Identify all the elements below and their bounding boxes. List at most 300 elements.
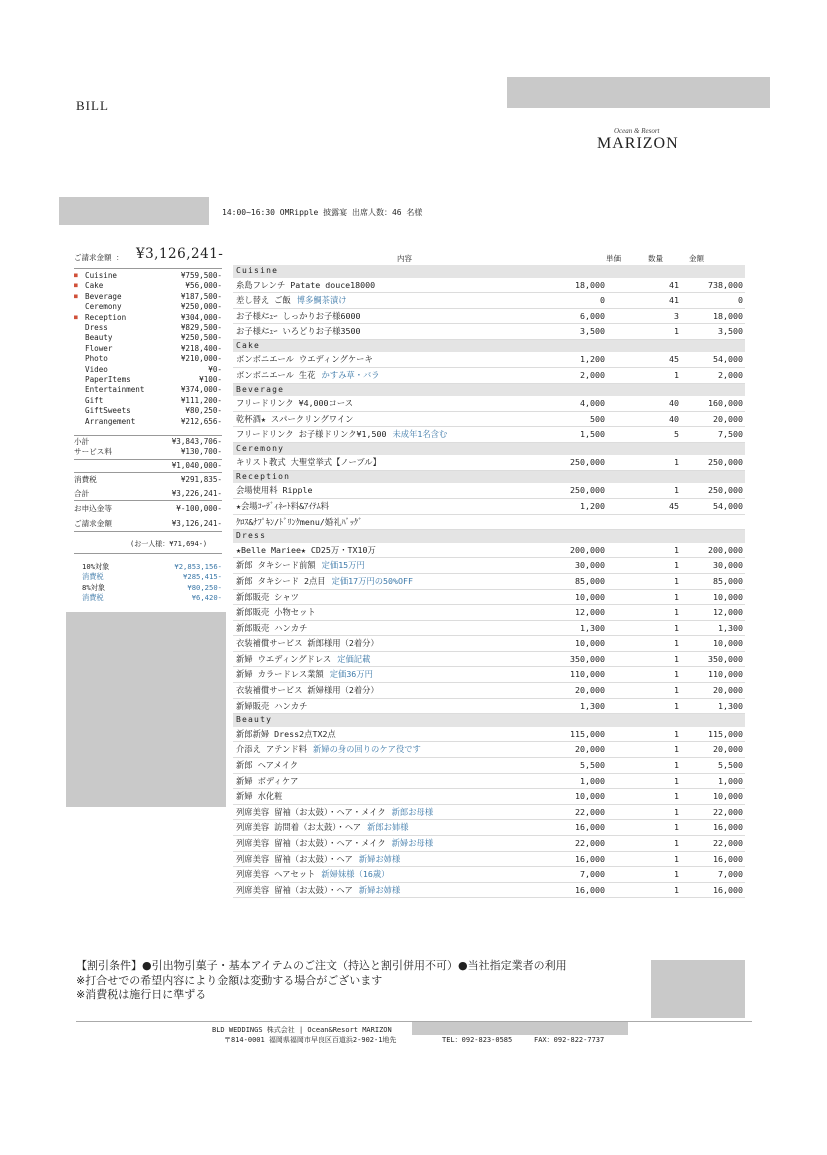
category-row <box>74 385 222 395</box>
category-row <box>74 323 222 333</box>
item-name <box>236 309 361 325</box>
category-value: ¥218,400- <box>180 343 222 353</box>
item-label: 乾杯酒★ スパークリングワイン <box>236 413 354 424</box>
category-row <box>74 365 222 375</box>
amount: 10,000 <box>713 791 743 802</box>
item-name <box>236 574 413 590</box>
table-row <box>233 278 745 294</box>
unit-price: 4,000 <box>580 398 605 409</box>
amount: 18,000 <box>713 310 743 321</box>
redacted-block-footer <box>412 1021 628 1035</box>
quantity: 1 <box>674 326 679 337</box>
table-row <box>233 727 745 743</box>
per-person: (お一人様：¥71,694-) <box>130 540 208 548</box>
category-row <box>74 396 222 406</box>
header-amount: 金額 <box>689 254 704 263</box>
quantity: 45 <box>669 354 679 365</box>
quantity: 1 <box>674 369 679 380</box>
item-label: 介添え アテンド料 <box>236 744 307 755</box>
item-label: 新婦 ウエディングドレス <box>236 653 332 664</box>
divider <box>74 553 222 554</box>
item-name <box>236 667 373 683</box>
item-label: 列席美容 留袖（お太鼓）・ヘア <box>236 853 353 864</box>
table-row <box>233 455 745 471</box>
amount: 350,000 <box>708 653 743 664</box>
item-label: 新郎 タキシード 2点目 <box>236 575 326 586</box>
item-label: 列席美容 訪問着（お太鼓）・ヘア <box>236 822 362 833</box>
item-label: 新婦 水化粧 <box>236 791 283 802</box>
quantity: 1 <box>674 806 679 817</box>
item-note: 定価15万円 <box>321 560 365 571</box>
quantity: 45 <box>669 501 679 512</box>
quantity: 1 <box>674 837 679 848</box>
table-row <box>233 515 745 531</box>
item-name <box>236 368 380 384</box>
item-note: 博多鯛茶漬け <box>296 295 347 306</box>
item-note: 定価17万円の50%OFF <box>331 575 414 586</box>
item-label: ボンボニエール 生花 <box>236 369 316 380</box>
category-value: ¥56,000- <box>185 281 222 291</box>
header-price: 単価 <box>606 254 621 263</box>
tax-breakdown-value: ¥80,250- <box>187 582 222 592</box>
item-name <box>236 543 376 559</box>
unit-price: 350,000 <box>570 653 605 664</box>
table-row <box>233 699 745 715</box>
item-label: 列席美容 留袖（お太鼓）・ヘア・メイク <box>236 837 386 848</box>
section-header: Beverage <box>233 384 745 397</box>
divider <box>74 472 222 473</box>
amount: 3,500 <box>718 326 743 337</box>
item-name <box>236 278 375 294</box>
unit-price: 7,000 <box>580 869 605 880</box>
category-name: PaperItems <box>85 375 131 384</box>
category-row <box>74 292 222 302</box>
category-name: GiftSweets <box>85 406 131 416</box>
item-name <box>236 805 433 821</box>
amount: 20,000 <box>713 413 743 424</box>
unit-price: 10,000 <box>575 638 605 649</box>
quantity: 1 <box>674 791 679 802</box>
item-label: ボンボニエール ウエディングケーキ <box>236 354 373 365</box>
category-value: ¥111,200- <box>180 395 222 405</box>
amount: 16,000 <box>713 853 743 864</box>
table-row <box>233 590 745 606</box>
section-header: Cuisine <box>233 265 745 278</box>
category-name: Video <box>85 364 108 374</box>
amount: 20,000 <box>713 685 743 696</box>
category-value: ¥80,250- <box>185 406 222 416</box>
amount: 1,300 <box>718 622 743 633</box>
amount: 1,000 <box>718 775 743 786</box>
unit-price: 250,000 <box>570 485 605 496</box>
quantity: 1 <box>674 884 679 895</box>
unit-price: 3,500 <box>580 326 605 337</box>
category-row <box>74 354 222 364</box>
table-row <box>233 368 745 384</box>
table-row <box>233 427 745 443</box>
item-name <box>236 293 347 309</box>
quantity: 1 <box>674 700 679 711</box>
unit-price: 10,000 <box>575 791 605 802</box>
unit-price: 22,000 <box>575 806 605 817</box>
deposit-label: お申込金等 <box>74 504 112 513</box>
quantity: 1 <box>674 560 679 571</box>
item-name <box>236 499 329 515</box>
item-name <box>236 352 373 368</box>
category-row <box>74 344 222 354</box>
extra-value: ¥1,040,000- <box>171 461 222 470</box>
footer-divider <box>76 1021 752 1022</box>
item-name <box>236 515 362 531</box>
item-note: 未成年1名含む <box>392 429 448 440</box>
item-label: 糸島フレンチ Patate douce18000 <box>236 279 376 290</box>
table-row <box>233 293 745 309</box>
table-row <box>233 683 745 699</box>
item-name <box>236 883 400 899</box>
marker-icon: ■ <box>74 292 78 300</box>
category-name: Beauty <box>85 333 113 343</box>
quantity: 1 <box>674 744 679 755</box>
category-value: ¥759,500- <box>180 271 222 280</box>
table-row <box>233 805 745 821</box>
item-label: お子様ﾒﾆｭｰ いろどりお子様3500 <box>236 326 361 337</box>
item-note: かすみ草・バラ <box>321 369 380 380</box>
unit-price: 110,000 <box>570 669 605 680</box>
item-note: 新婦お母様 <box>391 837 434 848</box>
item-label: フリードリンク お子様ドリンク¥1,500 <box>236 429 387 440</box>
unit-price: 12,000 <box>575 607 605 618</box>
item-name <box>236 605 316 621</box>
category-row <box>74 313 222 323</box>
section-header: Cake <box>233 340 745 353</box>
unit-price: 85,000 <box>575 575 605 586</box>
subtotal-label: 小計 <box>74 437 90 446</box>
footer-contact <box>224 1035 605 1045</box>
category-value: ¥304,000- <box>180 312 222 322</box>
item-label: ★Belle Mariee★ CD25万・TX10万 <box>236 544 376 555</box>
category-value: ¥829,500- <box>180 323 222 332</box>
item-name <box>236 852 400 868</box>
category-value: ¥250,000- <box>180 302 222 312</box>
table-row <box>233 324 745 340</box>
unit-price: 0 <box>600 295 605 306</box>
quantity: 1 <box>674 853 679 864</box>
category-value: ¥0- <box>208 364 222 374</box>
quantity: 41 <box>669 279 679 290</box>
amount: 10,000 <box>713 591 743 602</box>
item-label: 会場使用料 Ripple <box>236 485 313 496</box>
unit-price: 16,000 <box>575 884 605 895</box>
category-value: ¥100- <box>199 375 222 384</box>
unit-price: 1,200 <box>580 354 605 365</box>
logo-subtitle: Ocean & Resort <box>614 127 660 135</box>
category-name: Ceremony <box>85 302 122 312</box>
item-note: 新郎お姉様 <box>367 822 409 833</box>
item-name <box>236 483 312 499</box>
unit-price: 16,000 <box>575 822 605 833</box>
unit-price: 10,000 <box>575 591 605 602</box>
item-label: お子様ﾒﾆｭｰ しっかりお子様6000 <box>236 310 361 321</box>
table-row <box>233 883 745 899</box>
amount: 160,000 <box>708 398 743 409</box>
table-row <box>233 543 745 559</box>
item-name <box>236 774 298 790</box>
item-label: ｸﾛｽ&ﾅﾌﾟｷﾝ/ﾄﾞﾘﾝｸmenu/婚礼ﾊﾞｯｸﾞ <box>236 516 363 527</box>
category-row <box>74 333 222 343</box>
table-row <box>233 636 745 652</box>
unit-price: 1,000 <box>580 775 605 786</box>
unit-price: 1,200 <box>580 501 605 512</box>
amount: 250,000 <box>708 457 743 468</box>
category-name: Reception <box>85 312 127 322</box>
unit-price: 1,500 <box>580 429 605 440</box>
service-value: ¥130,700- <box>180 447 222 456</box>
quantity: 1 <box>674 685 679 696</box>
quantity: 1 <box>674 575 679 586</box>
table-row <box>233 820 745 836</box>
redacted-block-conditions <box>651 960 745 1018</box>
unit-price: 22,000 <box>575 837 605 848</box>
category-name: Gift <box>85 395 104 405</box>
item-label: 新婦販売 ハンカチ <box>236 700 308 711</box>
table-row <box>233 412 745 428</box>
item-name <box>236 590 299 606</box>
quantity: 3 <box>674 310 679 321</box>
billing-label: ご請求金額 ： <box>74 253 124 262</box>
amount: 22,000 <box>713 837 743 848</box>
amount: 16,000 <box>713 884 743 895</box>
item-name <box>236 636 379 652</box>
item-note: 定価36万円 <box>329 669 373 680</box>
item-name <box>236 455 381 471</box>
tax-breakdown-label: 消費税 <box>82 593 104 603</box>
amount: 738,000 <box>708 279 743 290</box>
category-value: ¥250,500- <box>180 333 222 343</box>
quantity: 1 <box>674 485 679 496</box>
item-label: 衣装補償サービス 新婦様用（2着分） <box>236 685 379 696</box>
redacted-block-top-right <box>507 77 770 108</box>
category-row <box>74 281 222 291</box>
quantity: 1 <box>674 638 679 649</box>
quantity: 1 <box>674 669 679 680</box>
table-row <box>233 652 745 668</box>
table-row <box>233 758 745 774</box>
amount: 0 <box>738 295 743 306</box>
condition-line: 【割引条件】●引出物引菓子・基本アイテムのご注文（持込と割引併用不可）●当社指定業者の利用 <box>76 959 567 972</box>
item-label: 列席美容 留袖（お太鼓）・ヘア・メイク <box>236 806 386 817</box>
quantity: 1 <box>674 728 679 739</box>
quantity: 1 <box>674 869 679 880</box>
amount: 85,000 <box>713 575 743 586</box>
item-label: 列席美容 ヘアセット <box>236 869 316 880</box>
item-label: ★会場ｺｰﾃﾞｨﾈｰﾄ料&ｱｲﾃﾑ料 <box>236 501 329 512</box>
item-note: 新婦お姉様 <box>358 884 401 895</box>
item-name <box>236 758 298 774</box>
category-row <box>74 271 222 281</box>
item-label: フリードリンク ¥4,000コース <box>236 398 354 409</box>
amount: 20,000 <box>713 744 743 755</box>
amount: 200,000 <box>708 544 743 555</box>
marker-icon: ■ <box>74 313 78 321</box>
item-name <box>236 867 389 883</box>
unit-price: 5,500 <box>580 759 605 770</box>
quantity: 5 <box>674 429 679 440</box>
item-name <box>236 427 447 443</box>
item-label: 列席美容 留袖（お太鼓）・ヘア <box>236 884 353 895</box>
unit-price: 6,000 <box>580 310 605 321</box>
item-name <box>236 699 307 715</box>
deposit-value: ¥-100,000- <box>176 504 222 513</box>
amount: 10,000 <box>713 638 743 649</box>
divider <box>74 268 222 269</box>
total-value: ¥3,226,241- <box>171 489 222 498</box>
footer-fax: FAX：092-822-7737 <box>534 1036 605 1044</box>
table-row <box>233 774 745 790</box>
table-row <box>233 852 745 868</box>
amount: 115,000 <box>708 728 743 739</box>
footer-company: BLD WEDDINGS 株式会社 | Ocean&Resort MARIZON <box>212 1026 392 1034</box>
table-row <box>233 742 745 758</box>
item-label: 新郎販売 ハンカチ <box>236 622 308 633</box>
tax-breakdown-label: 8%対象 <box>82 582 106 592</box>
unit-price: 1,300 <box>580 622 605 633</box>
subtotal-value: ¥3,843,706- <box>171 437 222 446</box>
discount-conditions <box>76 959 567 1003</box>
table-row <box>233 667 745 683</box>
category-name: Arrangement <box>85 416 136 426</box>
amount: 110,000 <box>708 669 743 680</box>
page-title: BILL <box>76 98 109 113</box>
category-name: Cuisine <box>85 271 118 280</box>
item-label: キリスト教式 大聖堂挙式【ノーブル】 <box>236 457 381 468</box>
category-row <box>74 375 222 385</box>
table-row <box>233 867 745 883</box>
quantity: 1 <box>674 457 679 468</box>
tax-breakdown-value: ¥2,853,156- <box>174 562 222 571</box>
item-name <box>236 820 409 836</box>
marker-icon: ■ <box>74 272 78 279</box>
service-label: サービス料 <box>74 447 112 456</box>
item-name <box>236 652 370 668</box>
divider <box>74 459 222 460</box>
amount: 5,500 <box>718 759 743 770</box>
item-label: 新郎 ヘアメイク <box>236 759 298 770</box>
billing2-value: ¥3,126,241- <box>171 519 222 528</box>
quantity: 1 <box>674 591 679 602</box>
category-row <box>74 302 222 312</box>
amount: 12,000 <box>713 607 743 618</box>
amount: 7,000 <box>718 869 743 880</box>
item-label: 新郎販売 シャツ <box>236 591 299 602</box>
category-row <box>74 417 222 427</box>
category-name: Cake <box>85 281 104 291</box>
category-value: ¥210,000- <box>180 354 222 364</box>
item-name <box>236 789 282 805</box>
category-name: Entertainment <box>85 385 145 395</box>
tax-breakdown-label: 消費税 <box>82 572 104 582</box>
unit-price: 500 <box>590 413 605 424</box>
amount: 16,000 <box>713 822 743 833</box>
event-info: 14:00~16:30 OMRipple 披露宴 出席人数：46 名様 <box>222 208 423 217</box>
divider <box>74 500 222 501</box>
table-row <box>233 558 745 574</box>
billing-total: ¥3,126,241- <box>136 246 224 262</box>
item-label: 新郎 タキシード前額 <box>236 560 316 571</box>
item-label: 新婦 ボディケア <box>236 775 299 786</box>
table-row <box>233 309 745 325</box>
item-label: 衣装補償サービス 新郎様用（2着分） <box>236 638 379 649</box>
footer-address: 〒814-0001 福岡県福岡市早良区百道浜2-902-1地先 <box>224 1036 397 1044</box>
quantity: 1 <box>674 822 679 833</box>
amount: 2,000 <box>718 369 743 380</box>
item-label: 新郎新婦 Dress2点TX2点 <box>236 728 336 739</box>
item-note: 新婦妹様（16歳） <box>321 869 390 880</box>
section-header: Ceremony <box>233 443 745 456</box>
table-body <box>233 265 745 898</box>
category-name: Photo <box>85 354 108 364</box>
quantity: 40 <box>669 413 679 424</box>
unit-price: 200,000 <box>570 544 605 555</box>
table-row <box>233 605 745 621</box>
table-row <box>233 352 745 368</box>
footer-tel: TEL：092-823-0585 <box>442 1036 513 1044</box>
section-header: Dress <box>233 530 745 543</box>
unit-price: 20,000 <box>575 744 605 755</box>
marker-icon: ■ <box>74 282 78 290</box>
category-value: ¥374,000- <box>180 385 222 395</box>
header-item: 内容 <box>397 254 412 263</box>
redacted-block-left <box>66 612 226 807</box>
billing2-label: ご請求金額 <box>74 519 112 528</box>
total-label: 合計 <box>74 489 90 498</box>
unit-price: 16,000 <box>575 853 605 864</box>
unit-price: 2,000 <box>580 369 605 380</box>
quantity: 1 <box>674 544 679 555</box>
category-value: ¥212,656- <box>180 416 222 426</box>
quantity: 1 <box>674 759 679 770</box>
quantity: 1 <box>674 622 679 633</box>
item-name <box>236 683 379 699</box>
item-name <box>236 621 307 637</box>
amount: 7,500 <box>718 429 743 440</box>
item-note: 新婦お姉様 <box>358 853 401 864</box>
item-label: 差し替え ご飯 <box>236 295 291 306</box>
table-row <box>233 789 745 805</box>
quantity: 1 <box>674 775 679 786</box>
amount: 1,300 <box>718 700 743 711</box>
item-name <box>236 742 421 758</box>
table-row <box>233 574 745 590</box>
amount: 54,000 <box>713 354 743 365</box>
section-header: Beauty <box>233 714 745 727</box>
table-row <box>233 621 745 637</box>
table-row <box>233 483 745 499</box>
category-row <box>74 406 222 416</box>
condition-line: ※打合せでの希望内容により金額は変動する場合がございます <box>76 973 383 987</box>
item-note: 新婦の身の回りのケア役です <box>312 744 421 755</box>
amount: 30,000 <box>713 560 743 571</box>
amount: 250,000 <box>708 485 743 496</box>
tax-value: ¥291,835- <box>180 475 222 484</box>
item-name <box>236 727 336 743</box>
header-qty: 数量 <box>648 254 663 263</box>
amount: 22,000 <box>713 806 743 817</box>
bill-table <box>233 251 745 898</box>
table-header <box>233 251 745 265</box>
table-row <box>233 396 745 412</box>
quantity: 1 <box>674 653 679 664</box>
divider <box>74 531 222 532</box>
